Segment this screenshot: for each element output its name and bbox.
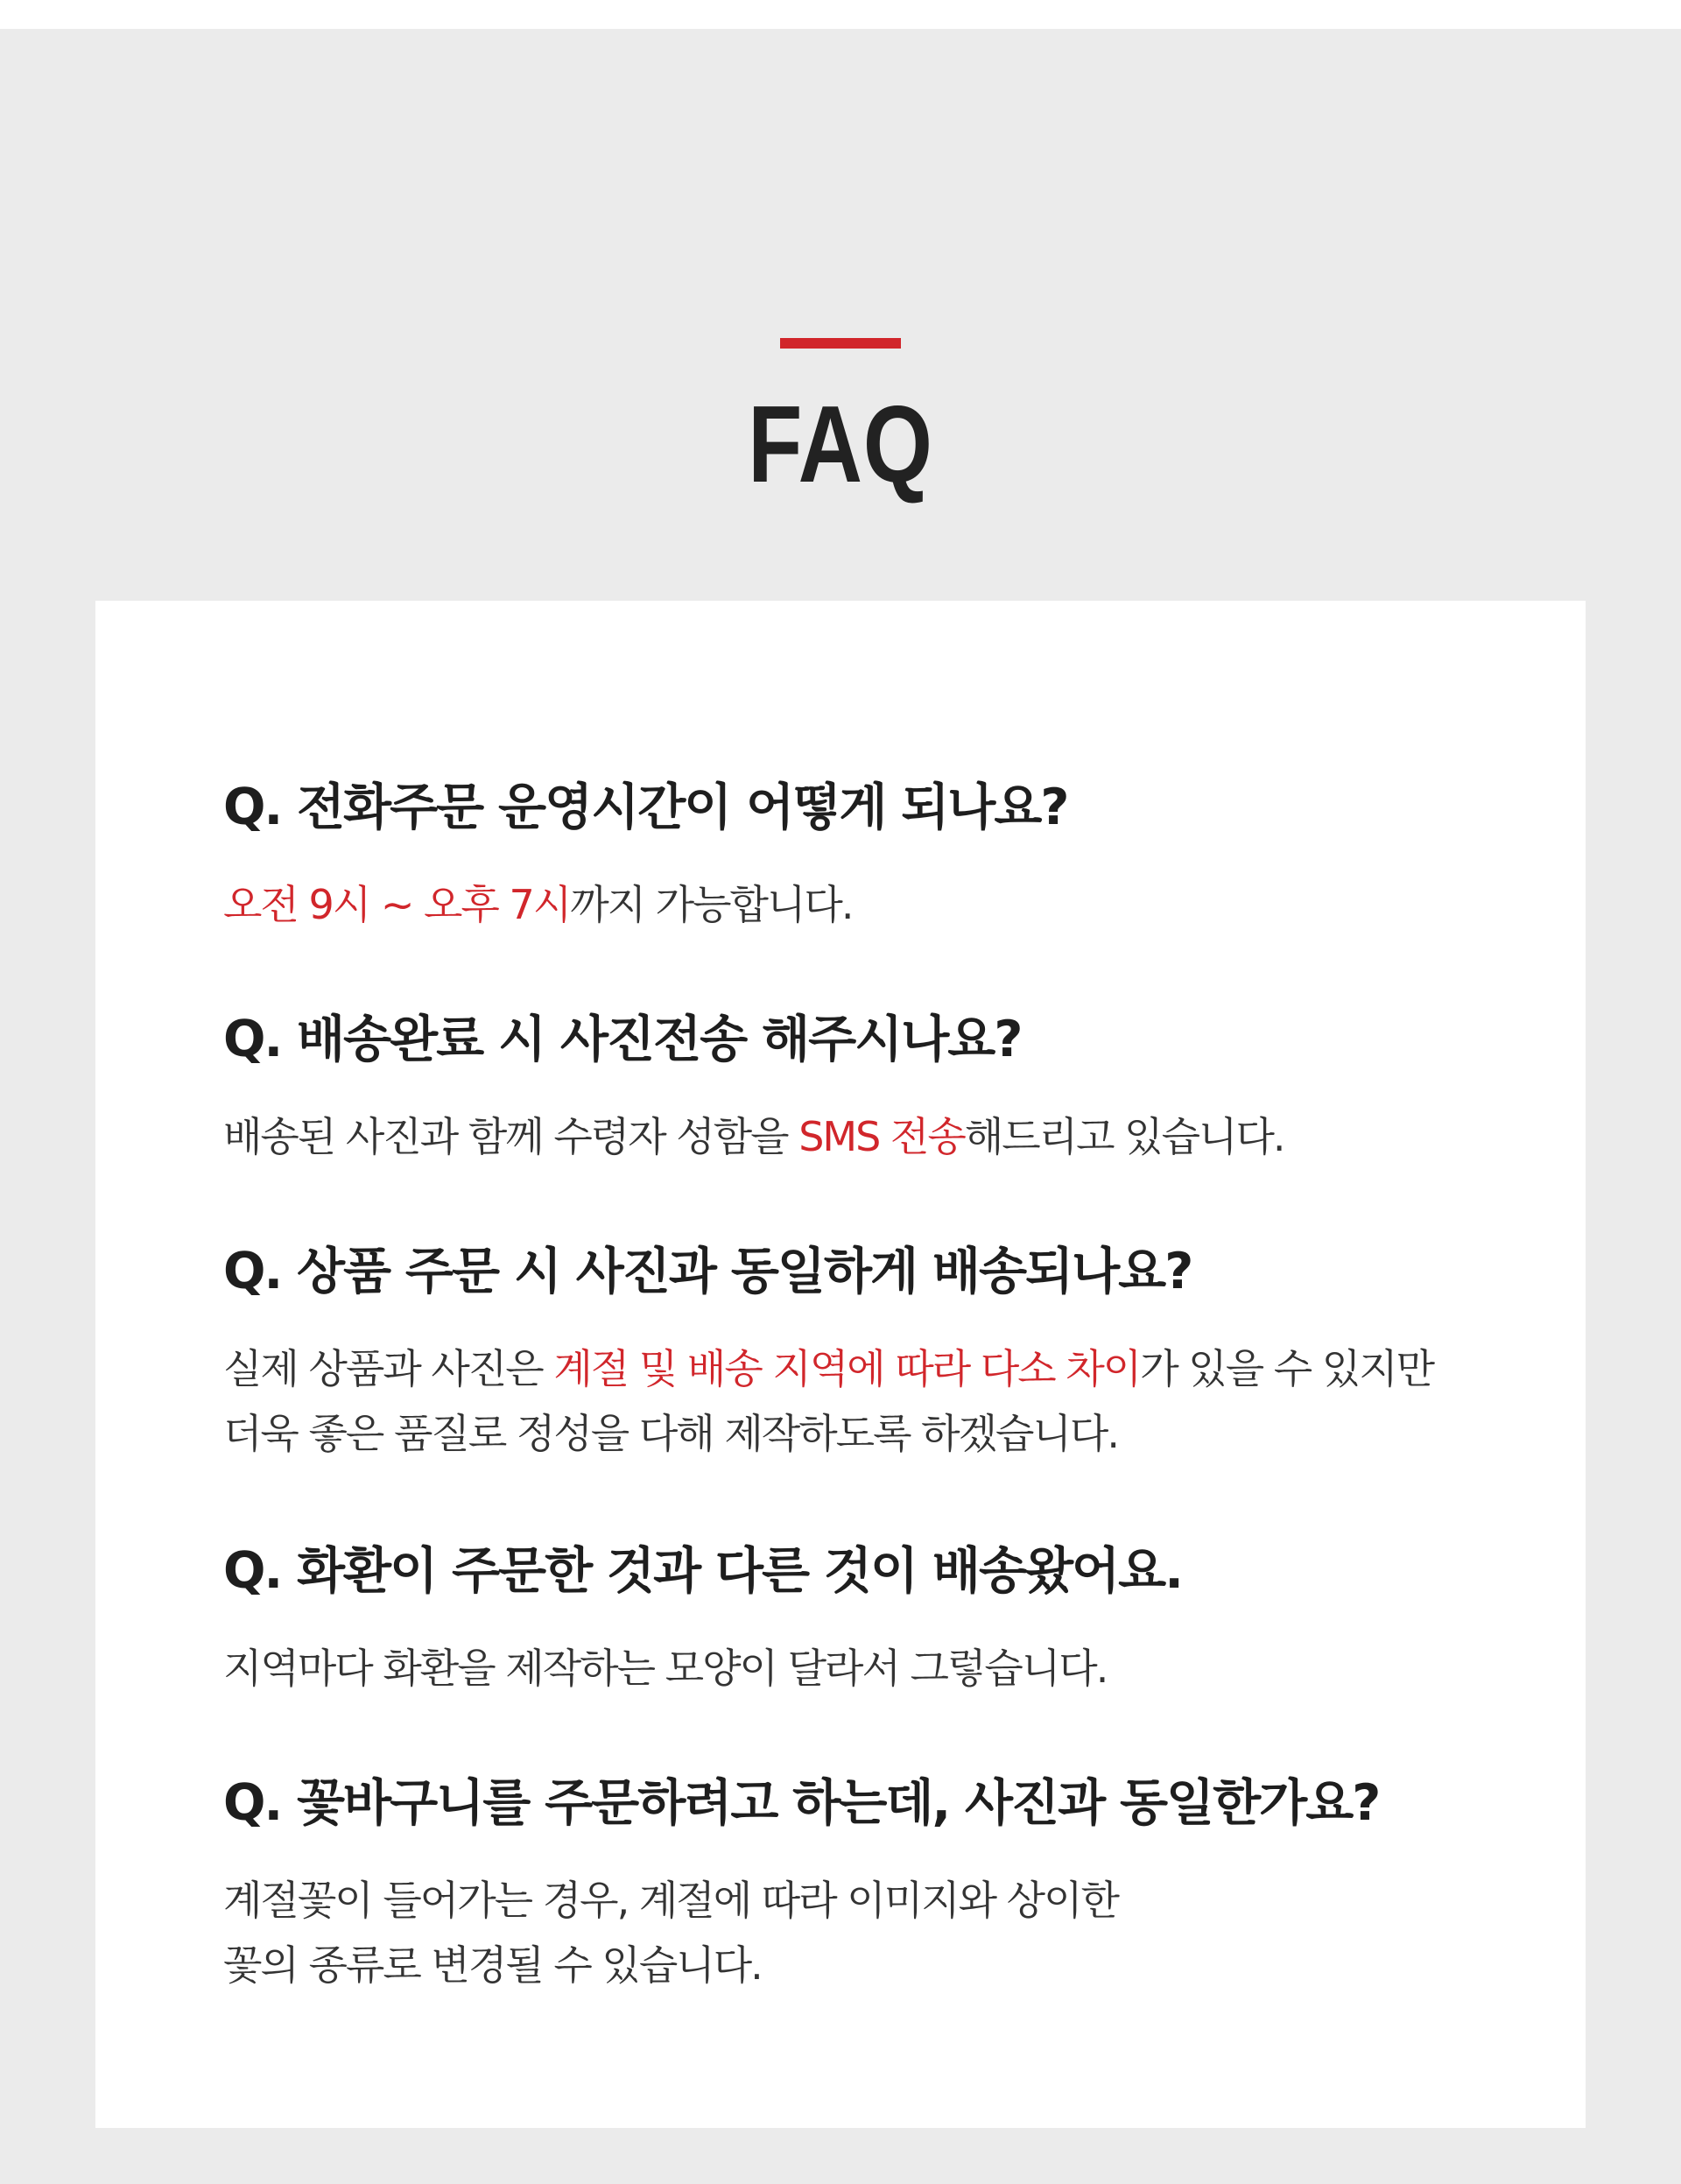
answer-text: 실제 상품과 사진은 xyxy=(223,1345,554,1392)
answer-text: 가 있을 수 있지만 xyxy=(1140,1345,1434,1392)
faq-question: Q. 꽃바구니를 주문하려고 하는데, 사진과 동일한가요? xyxy=(223,1774,1380,1832)
answer-text: 더욱 좋은 품질로 정성을 다해 제작하도록 하겠습니다. xyxy=(223,1410,1118,1457)
answer-text: 까지 가능합니다. xyxy=(570,881,853,928)
answer-text: 지역마다 화환을 제작하는 모양이 달라서 그렇습니다. xyxy=(223,1645,1108,1692)
faq-question: Q. 배송완료 시 사진전송 해주시나요? xyxy=(223,1011,1022,1068)
answer-highlight: 계절 및 배송 지역에 따라 다소 차이 xyxy=(553,1345,1141,1392)
answer-text: 해드리고 있습니다. xyxy=(964,1113,1284,1160)
faq-item-delivery-photo xyxy=(223,1008,1554,1169)
answer-highlight: 오전 9시 ~ 오후 7시 xyxy=(223,881,571,928)
answer-text: 계절꽃이 들어가는 경우, 계절에 따라 이미지와 상이한 xyxy=(223,1877,1118,1924)
faq-item-flower-basket xyxy=(223,1772,1554,1997)
faq-answer xyxy=(223,1336,1554,1466)
faq-question: Q. 상품 주문 시 사진과 동일하게 배송되나요? xyxy=(223,1243,1192,1300)
title-accent-bar xyxy=(780,338,901,349)
faq-answer xyxy=(223,1636,1554,1701)
faq-item-phone-hours xyxy=(223,776,1554,937)
faq-item-product-photo xyxy=(223,1240,1554,1466)
faq-item-wreath xyxy=(223,1539,1554,1701)
answer-highlight: SMS 전송 xyxy=(798,1113,965,1160)
faq-card xyxy=(95,601,1586,2128)
faq-question: Q. 전화주문 운영시간이 어떻게 되나요? xyxy=(223,778,1068,836)
faq-question: Q. 화환이 주문한 것과 다른 것이 배송왔어요. xyxy=(223,1542,1182,1600)
page-title: FAQ xyxy=(748,384,933,505)
answer-text: 배송된 사진과 함께 수령자 성함을 xyxy=(223,1113,799,1160)
faq-answer xyxy=(223,1104,1554,1169)
faq-answer xyxy=(223,872,1554,937)
faq-answer xyxy=(223,1868,1554,1997)
answer-text: 꽃의 종류로 변경될 수 있습니다. xyxy=(223,1941,762,1989)
